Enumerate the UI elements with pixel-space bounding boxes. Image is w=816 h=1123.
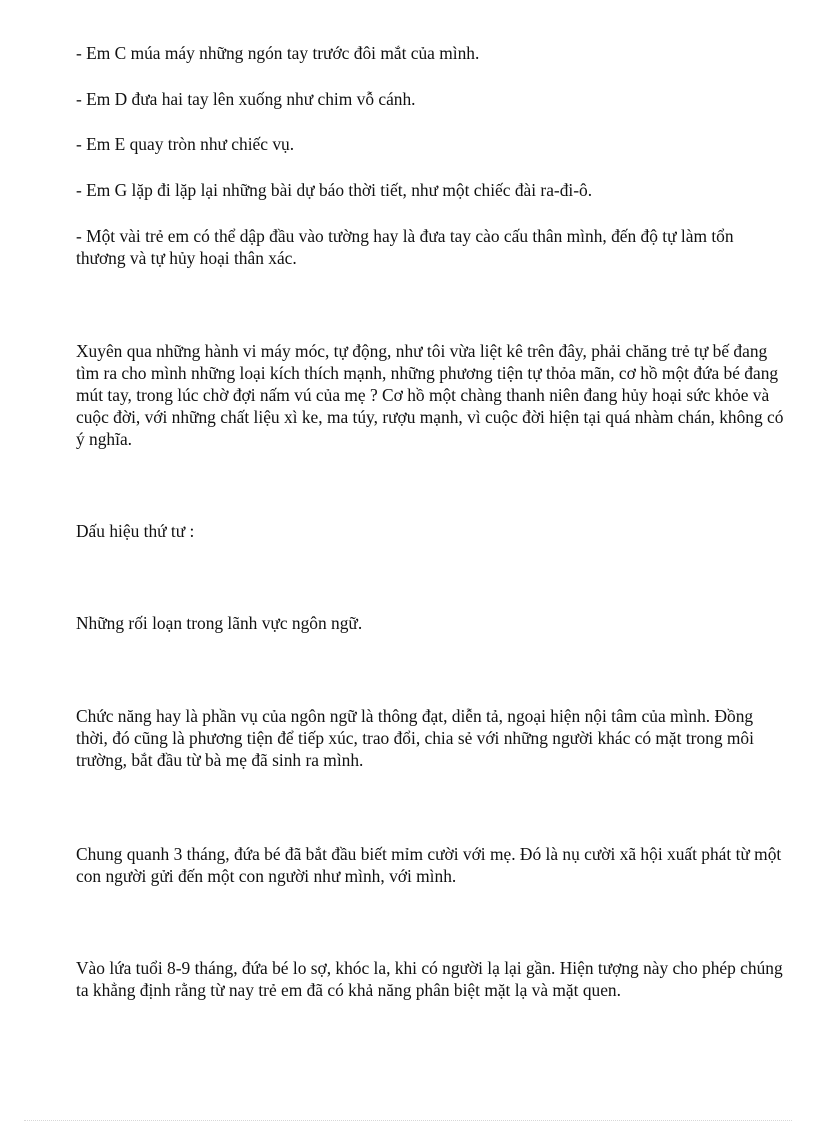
paragraph-three-months: Chung quanh 3 tháng, đứa bé đã bắt đầu biết mỉm cười với mẹ. Đó là nụ cười xã hội xuất phát từ một con người gửi đến một con người như mình, với mình. (76, 844, 782, 886)
paragraph-language-function: Chức năng hay là phần vụ của ngôn ngữ là thông đạt, diễn tả, ngoại hiện nội tâm của mình. Đồng thời, đó cũng là phương tiện để tiếp xúc, trao đổi, chia sẻ với những người khác có mặt trong môi trường, bắt đầu từ bà mẹ đã sinh ra mình. (76, 706, 754, 770)
paragraph-behaviors: Xuyên qua những hành vi máy móc, tự động, như tôi vừa liệt kê trên đây, phải chăng trẻ tự bế đang tìm ra cho mình những loại kích thích mạnh, những phương tiện tự thỏa mãn, cơ hồ một đứa bé đang mút tay, trong lúc chờ đợi nấm vú của mẹ ? Cơ hồ một chàng thanh niên đang hủy hoại sức khỏe và cuộc đời, với những chất liệu xì ke, ma túy, rượu mạnh, vì cuộc đời hiện tại quá nhàm chán, không có ý nghĩa. (76, 341, 784, 449)
list-item: - Một vài trẻ em có thể dập đầu vào tường hay là đưa tay cào cấu thân mình, đến độ tự làm tổn thương và tự hủy hoại thân xác. (76, 226, 734, 268)
heading-sign-four: Dấu hiệu thứ tư : (76, 521, 195, 541)
page-bottom-divider (24, 1120, 792, 1121)
list-item: - Em G lặp đi lặp lại những bài dự báo thời tiết, như một chiếc đài ra-đi-ô. (76, 180, 593, 200)
heading-language: Những rối loạn trong lãnh vực ngôn ngữ. (76, 613, 363, 633)
list-item: - Em D đưa hai tay lên xuống như chim vỗ cánh. (76, 89, 416, 109)
paragraph-eight-months: Vào lứa tuổi 8-9 tháng, đứa bé lo sợ, khóc la, khi có người lạ lại gần. Hiện tượng này cho phép chúng ta khẳng định rằng từ nay trẻ em đã có khả năng phân biệt mặt lạ và mặt quen. (76, 958, 783, 1000)
list-item: - Em E quay tròn như chiếc vụ. (76, 134, 295, 154)
list-item: - Em C múa máy những ngón tay trước đôi mắt của mình. (76, 43, 480, 63)
